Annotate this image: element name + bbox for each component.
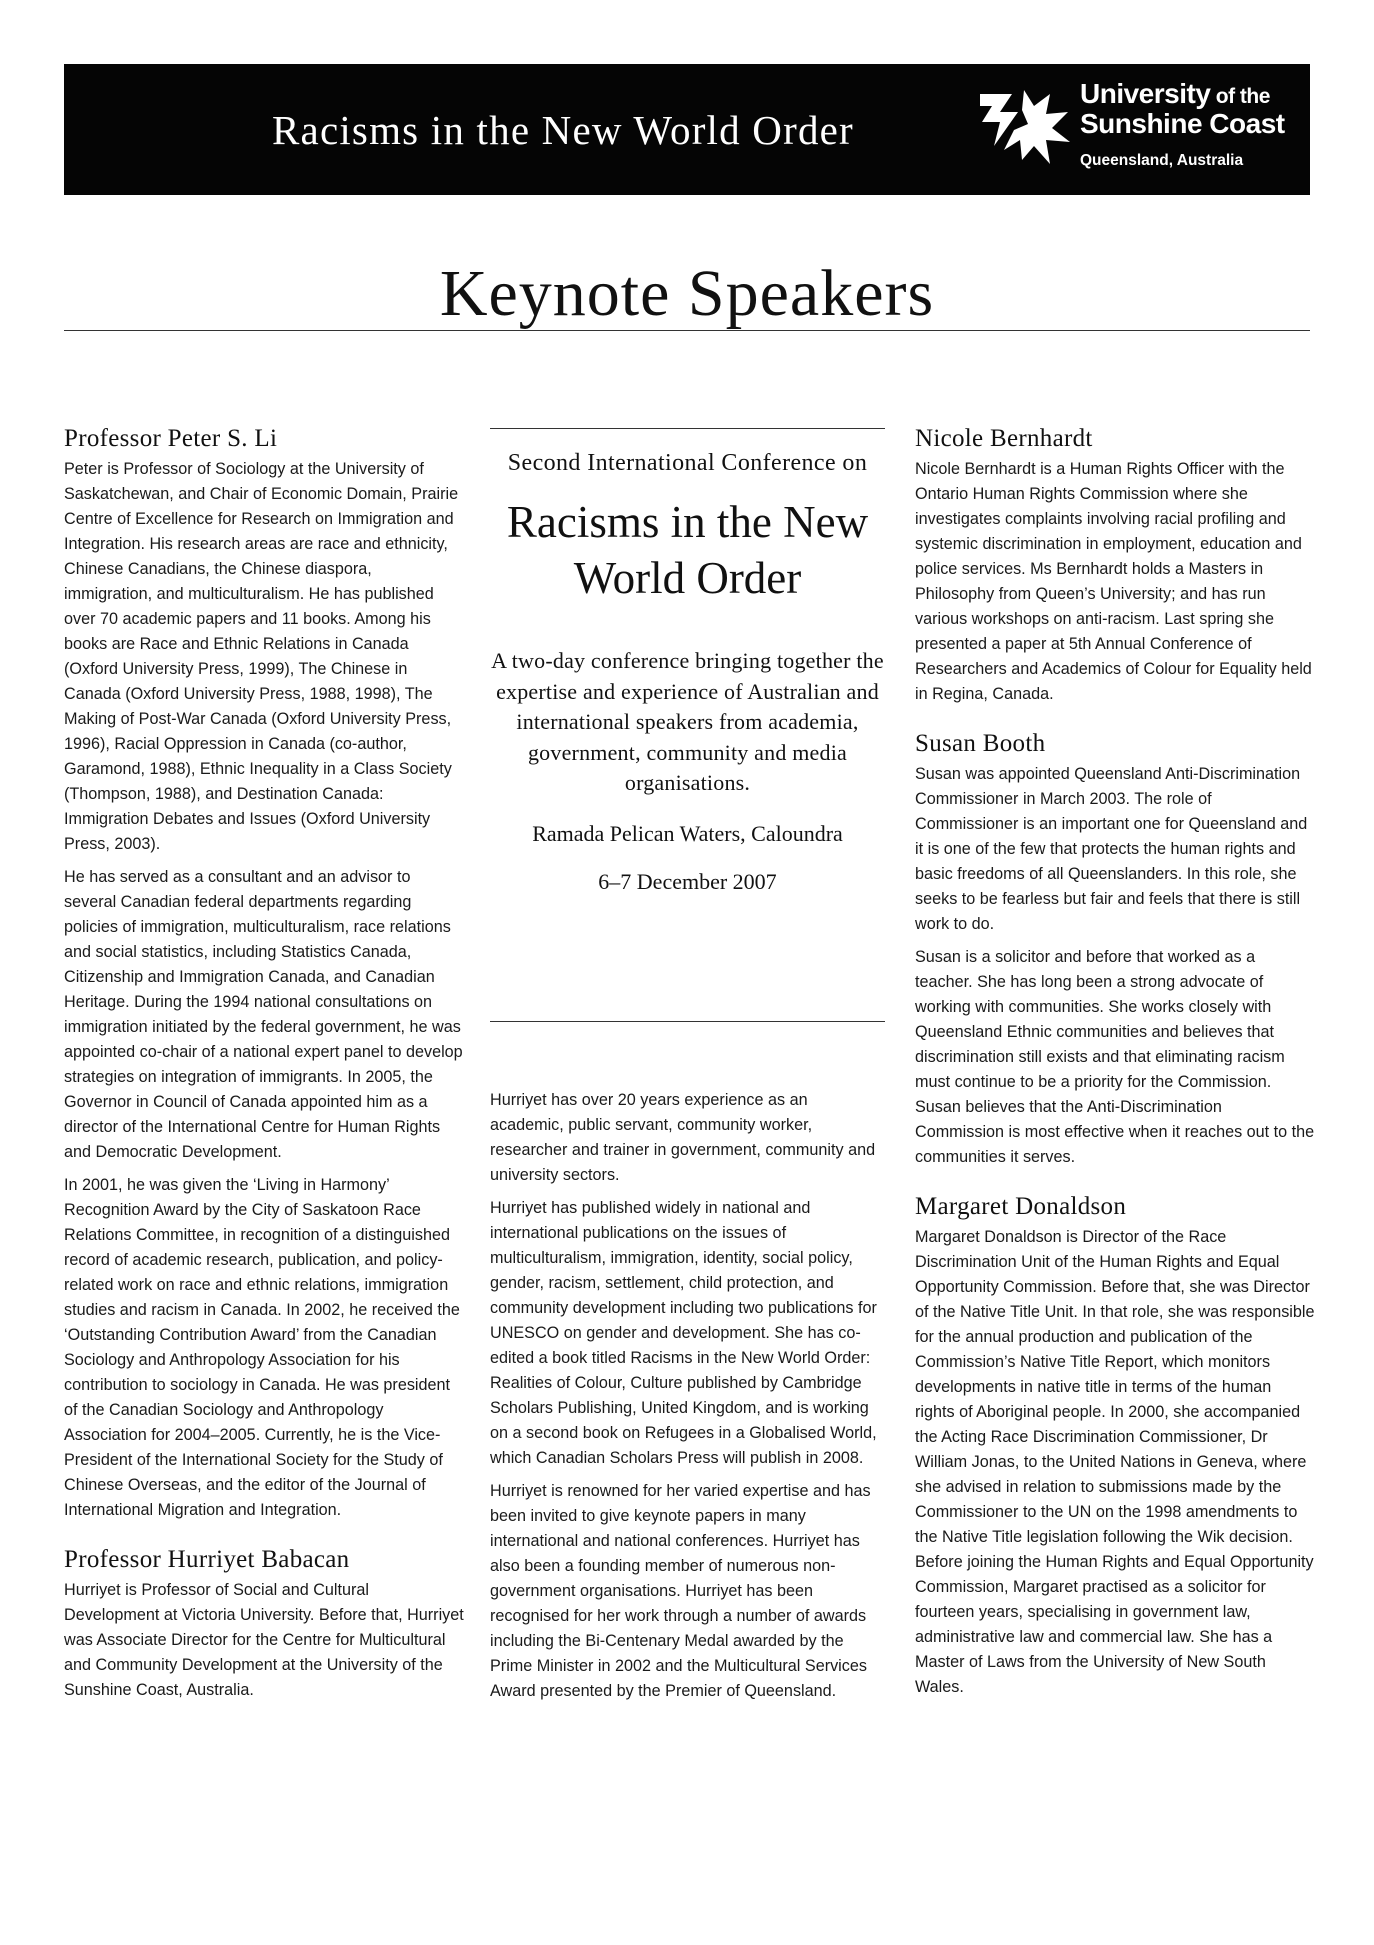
logo-text-sunshine-coast: Sunshine Coast	[1080, 108, 1285, 139]
title-divider	[64, 330, 1310, 331]
speaker-name-babacan: Professor Hurriyet Babacan	[64, 1546, 350, 1573]
conference-date: 6–7 December 2007	[598, 869, 777, 894]
left-column	[64, 424, 464, 1711]
logo-text-university: University of the	[1080, 78, 1270, 109]
page-title: Keynote Speakers	[439, 257, 935, 330]
speaker-bio-paragraph: Nicole Bernhardt is a Human Rights Officer with the Ontario Human Rights Commission where she investigates complaints involving racial profiling and systemic discrimination in employment, education and police services. Ms Bernhardt holds a Masters in Philosophy from Queen’s University; and has run various workshops on anti-racism. Last spring she presented a paper at 5th Annual Conference of Researchers and Academics of Colour for Equality held in Regina, Canada.	[915, 460, 1312, 703]
speaker-name-li: Professor Peter S. Li	[64, 425, 278, 452]
speaker-name-donaldson: Margaret Donaldson	[915, 1193, 1127, 1220]
speaker-bio-paragraph: In 2001, he was given the ‘Living in Harmony’ Recognition Award by the City of Saskatoon Race Relations Committee, in recognition of a distinguished record of academic research, publication, and policy-related work on race and ethnic relations, immigration studies and racism in Canada. In 2002, he received the ‘Outstanding Contribution Award’ from the Canadian Sociology and Anthropology Association for his contribution to sociology in Canada. He was president of the Canadian Sociology and Anthropology Association for 2004–2005. Currently, he is the Vice-President of the International Society for the Study of Chinese Overseas, and the editor of the Journal of International Migration and Integration.	[64, 1176, 460, 1519]
speaker-bio-paragraph: Hurriyet has over 20 years experience as an academic, public servant, community worker, researcher and trainer in government, community and university sectors.	[490, 1091, 876, 1184]
speaker-bio-paragraph: Hurriyet is renowned for her varied expertise and has been invited to give keynote papers in many international and national conferences. Hurriyet has also been a founding member of numerous non-government organisations. Hurriyet has been recognised for her work through a number of awards including the Bi-Centenary Medal awarded by the Prime Minister in 2002 and the Multicultural Services Award presented by the Premier of Queensland.	[490, 1482, 871, 1700]
speaker-name-booth: Susan Booth	[915, 730, 1046, 757]
right-column	[915, 424, 1315, 1708]
speaker-bio-paragraph: Peter is Professor of Sociology at the University of Saskatchewan, and Chair of Economic Domain, Prairie Centre of Excellence for Research on Immigration and Integration. His research areas are race and ethnicity, Chinese Canadians, the Chinese diaspora, immigration, and multiculturalism. He has published over 70 academic papers and 11 books. Among his books are Race and Ethnic Relations in Canada (Oxford University Press, 1999), The Chinese in Canada (Oxford University Press, 1988, 1998), The Making of Post-War Canada (Oxford University Press, 1996), Racial Oppression in Canada (co-author, Garamond, 1988), Ethnic Inequality in a Class Society (Thompson, 1988), and Destination Canada: Immigration Debates and Issues (Oxford University Press, 2003).	[64, 460, 459, 853]
speaker-bio-paragraph: Susan is a solicitor and before that worked as a teacher. She has long been a strong advocate of working with communities. She works closely with Queensland Ethnic communities and believes that discrimination still exists and that eliminating racism must continue to be a priority for the Commission. Susan believes that the Anti-Discrimination Commission is most effective when it reaches out to the communities it serves.	[915, 948, 1315, 1166]
middle-column	[490, 1088, 885, 1712]
logo-text-location: Queensland, Australia	[1080, 152, 1244, 169]
speaker-bio-paragraph: Hurriyet has published widely in national and international publications on the issues of multiculturalism, immigration, identity, social policy, gender, racism, settlement, child protection, and community development including two publications for UNESCO on gender and development. She has co-edited a book titled Racisms in the New World Order: Realities of Colour, Culture published by Cambridge Scholars Publishing, United Kingdom, and is working on a second book on Refugees in a Globalised World, which Canadian Scholars Press will publish in 2008.	[490, 1199, 877, 1467]
conference-title: Racisms in the New World Order	[506, 497, 869, 603]
speaker-bio-paragraph: He has served as a consultant and an advisor to several Canadian federal departments regarding policies of immigration, multiculturalism, race relations and social statistics, including Statistics Canada, Citizenship and Immigration Canada, and Canadian Heritage. During the 1994 national consultations on immigration initiated by the federal government, he was appointed co-chair of a national expert panel to develop strategies on integration of immigrants. In 2005, the Governor in Council of Canada appointed him as a director of the International Centre for Human Rights and Democratic Development.	[64, 868, 463, 1161]
conference-info-box	[490, 428, 885, 1022]
conference-pre-title: Second International Conference on	[507, 450, 868, 476]
banner-title: Racisms in the New World Order	[272, 107, 854, 153]
speaker-name-bernhardt: Nicole Bernhardt	[915, 425, 1093, 452]
speaker-bio-paragraph: Susan was appointed Queensland Anti-Discrimination Commissioner in March 2003. The role of Commissioner is an important one for Queensland and it is one of the few that protects the human rights and basic freedoms of all Queenslanders. In this role, she seeks to be fearless but fair and feels that there is still work to do.	[915, 765, 1308, 933]
header-banner	[64, 64, 1310, 195]
speaker-bio-paragraph: Hurriyet is Professor of Social and Cultural Development at Victoria University. Before that, Hurriyet was Associate Director for the Centre for Multicultural and Community Development at the University of the Sunshine Coast, Australia.	[64, 1581, 464, 1699]
speaker-bio-paragraph: Margaret Donaldson is Director of the Race Discrimination Unit of the Human Rights and Equal Opportunity Commission. Before that, she was Director of the Native Title Unit. In that role, she was responsible for the annual production and publication of the Commission’s Native Title Report, which monitors developments in native title in terms of the human rights of Aboriginal people. In 2000, she accompanied the Acting Race Discrimination Commissioner, Dr William Jonas, to the United Nations in Geneva, where she advised in relation to submissions made by the Commissioner to the UN on the 1998 amendments to the Native Title legislation following the Wik decision. Before joining the Human Rights and Equal Opportunity Commission, Margaret practised as a solicitor for fourteen years, specialising in government law, administrative law and commercial law. She has a Master of Laws from the University of New South Wales.	[915, 1228, 1315, 1696]
conference-venue: Ramada Pelican Waters, Caloundra	[532, 820, 843, 846]
conference-description: A two-day conference bringing together the expertise and experience of Australian and international speakers from academia, government, community and media organisations.	[491, 648, 884, 795]
university-logo-icon	[974, 84, 1072, 166]
